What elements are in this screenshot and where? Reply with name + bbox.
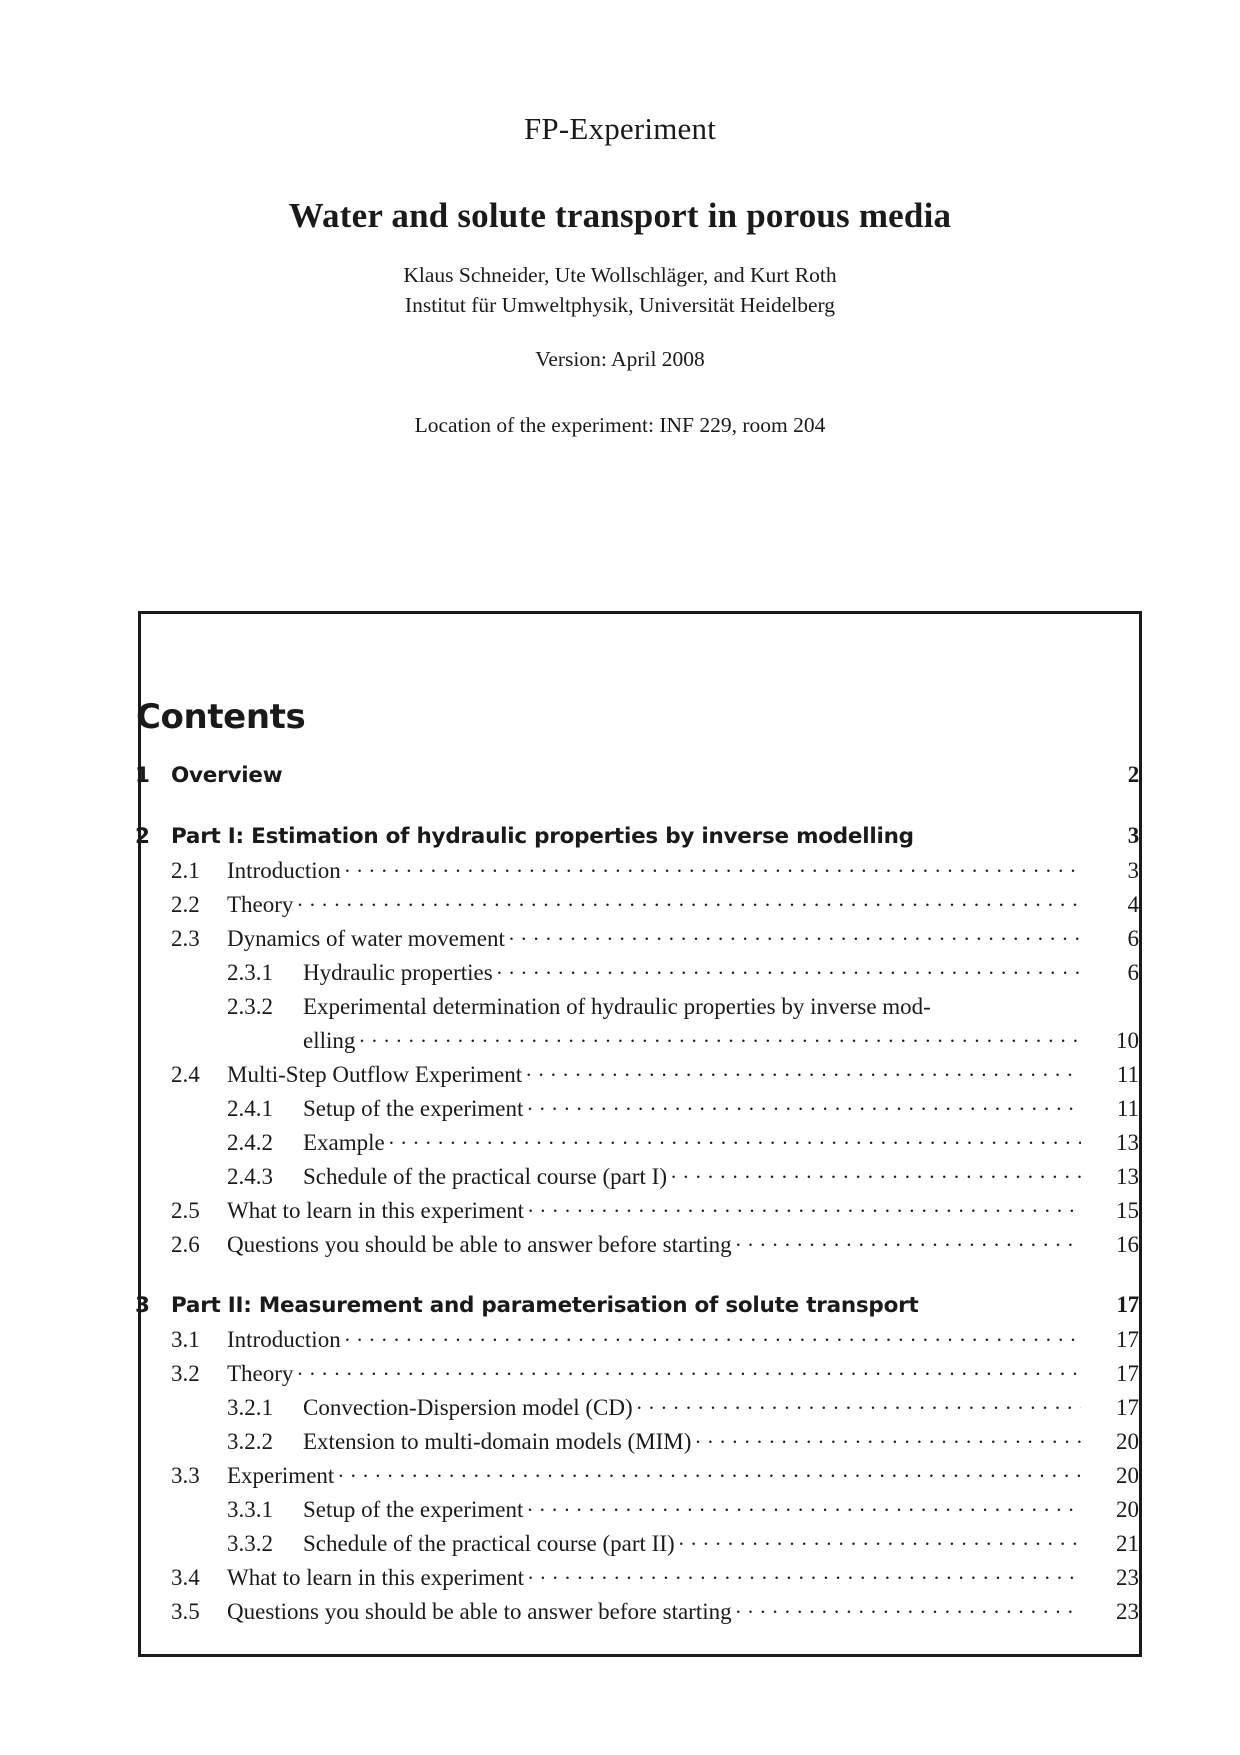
toc-entry-number: 3.5 (171, 1599, 200, 1624)
toc-entry-page: 3 (1127, 822, 1139, 848)
toc-entry-label: Schedule of the practical course (part I) (303, 1164, 667, 1189)
toc-leader-dots (338, 1460, 1081, 1483)
title-block (0, 0, 1240, 438)
authors-names: Klaus Schneider, Ute Wollschläger, and Kurt Roth (403, 263, 837, 288)
toc-section-gap (135, 1263, 1139, 1290)
toc-entry-number: 2.4.1 (227, 1096, 273, 1121)
toc-entry[interactable] (135, 1562, 1139, 1596)
toc-entry-page: 6 (1127, 926, 1139, 951)
toc-entry-page: 10 (1116, 1028, 1139, 1053)
toc-entry-label: Setup of the experiment (303, 1497, 524, 1522)
toc-entry-list (135, 760, 1139, 1630)
toc-entry-page: 20 (1116, 1497, 1139, 1522)
toc-entry-page: 2 (1127, 761, 1139, 787)
toc-entry-label: Overview (171, 762, 283, 788)
toc-entry[interactable] (135, 1426, 1139, 1460)
toc-entry[interactable] (135, 760, 1139, 794)
toc-entry[interactable] (135, 1358, 1139, 1392)
toc-entry-page: 13 (1116, 1164, 1139, 1189)
toc-entry-number: 2.1 (171, 858, 200, 883)
toc-entry-page: 16 (1116, 1232, 1139, 1257)
toc-leader-dots (497, 957, 1081, 980)
toc-leader-dots (671, 1161, 1081, 1184)
toc-entry[interactable] (135, 1596, 1139, 1630)
toc-leader-dots (527, 1494, 1081, 1517)
toc-entry[interactable] (135, 1025, 1139, 1059)
toc-entry[interactable] (135, 1324, 1139, 1358)
toc-entry-label: Extension to multi-domain models (MIM) (303, 1429, 692, 1454)
toc-entry-page: 3 (1127, 858, 1139, 883)
document-kicker: FP-Experiment (523, 111, 717, 146)
toc-section-gap (135, 794, 1139, 821)
toc-entry-number: 3.4 (171, 1565, 200, 1590)
toc-entry[interactable] (135, 1059, 1139, 1093)
toc-leader-dots (389, 1127, 1081, 1150)
toc-entry-label: Setup of the experiment (303, 1096, 524, 1121)
toc-entry[interactable] (135, 957, 1139, 991)
toc-entry-label: Introduction (227, 1327, 341, 1352)
toc-entry-label: Hydraulic properties (303, 960, 493, 985)
toc-leader-dots (736, 1596, 1081, 1619)
toc-entry-label: elling (303, 1028, 356, 1053)
toc-entry-page: 20 (1116, 1463, 1139, 1488)
toc-entry-number: 2.6 (171, 1232, 200, 1257)
toc-entry-label: Multi-Step Outflow Experiment (227, 1062, 523, 1087)
toc-entry-page: 21 (1116, 1531, 1139, 1556)
toc-entry[interactable] (135, 1093, 1139, 1127)
toc-leader-dots (528, 1562, 1081, 1585)
toc-entry-label: Theory (227, 1361, 294, 1386)
toc-entry[interactable] (135, 1392, 1139, 1426)
toc-entry-number: 1 (135, 762, 150, 788)
toc-entry-label: Introduction (227, 858, 341, 883)
toc-entry[interactable] (135, 923, 1139, 957)
toc-entry[interactable] (135, 821, 1139, 855)
toc-entry-label: Part II: Measurement and parameterisation of solute transport (171, 1292, 919, 1318)
toc-entry-number: 2.3.2 (227, 994, 273, 1019)
version-line: Version: April 2008 (535, 346, 705, 371)
toc-entry[interactable] (135, 1290, 1139, 1324)
table-of-contents-frame (135, 611, 1142, 1657)
toc-entry-number: 3 (135, 1292, 150, 1318)
toc-entry[interactable] (135, 855, 1139, 889)
location-line: Location of the experiment: INF 229, room 204 (414, 412, 826, 437)
toc-entry-number: 2.5 (171, 1198, 200, 1223)
toc-leader-dots (736, 1229, 1081, 1252)
toc-entry-label: Example (303, 1130, 385, 1155)
toc-entry[interactable] (135, 1460, 1139, 1494)
authors-block (0, 261, 1240, 320)
toc-entry[interactable] (135, 991, 1139, 1025)
toc-entry-label: Experiment (227, 1463, 335, 1488)
toc-entry-number: 2.4.3 (227, 1164, 273, 1189)
toc-leader-dots (359, 1025, 1081, 1048)
toc-entry-label: Questions you should be able to answer before starting (227, 1232, 732, 1257)
toc-entry[interactable] (135, 1127, 1139, 1161)
toc-entry[interactable] (135, 1195, 1139, 1229)
page-title: Water and solute transport in porous media (288, 196, 952, 236)
toc-leader-dots (527, 1093, 1081, 1116)
toc-entry-page: 17 (1116, 1291, 1139, 1317)
toc-leader-dots (345, 1324, 1081, 1347)
toc-entry[interactable] (135, 889, 1139, 923)
toc-entry-page: 4 (1127, 892, 1139, 917)
toc-entry-number: 3.2 (171, 1361, 200, 1386)
toc-entry-number: 3.2.2 (227, 1429, 273, 1454)
toc-entry-page: 11 (1116, 1096, 1139, 1121)
toc-leader-dots (345, 855, 1081, 878)
toc-leader-dots (297, 889, 1081, 912)
toc-entry-label: Experimental determination of hydraulic properties by inverse mod- (303, 994, 931, 1019)
toc-leader-dots (637, 1392, 1081, 1415)
toc-entry[interactable] (135, 1229, 1139, 1263)
toc-leader-dots (679, 1528, 1081, 1551)
toc-entry-page: 23 (1116, 1565, 1139, 1590)
toc-entry-page: 15 (1116, 1198, 1139, 1223)
toc-leader-dots (695, 1426, 1081, 1449)
toc-entry-number: 2.3.1 (227, 960, 273, 985)
toc-entry[interactable] (135, 1494, 1139, 1528)
toc-leader-dots (509, 923, 1081, 946)
toc-leader-dots (528, 1195, 1081, 1218)
toc-leader-dots (526, 1059, 1081, 1082)
toc-entry-label: Convection-Dispersion model (CD) (303, 1395, 633, 1420)
toc-entry-page: 11 (1116, 1062, 1139, 1087)
toc-entry-number: 2.4.2 (227, 1130, 273, 1155)
toc-entry-label: What to learn in this experiment (227, 1565, 524, 1590)
toc-entry-page: 17 (1116, 1327, 1139, 1352)
toc-entry-page: 13 (1116, 1130, 1139, 1155)
toc-entry-number: 2 (135, 823, 150, 849)
toc-entry-page: 20 (1116, 1429, 1139, 1454)
toc-entry-label: Dynamics of water movement (227, 926, 505, 951)
toc-entry-number: 2.4 (171, 1062, 200, 1087)
toc-entry-label: Part I: Estimation of hydraulic properties by inverse modelling (171, 823, 914, 849)
toc-entry-number: 3.1 (171, 1327, 200, 1352)
toc-leader-dots (297, 1358, 1081, 1381)
toc-entry-page: 17 (1116, 1361, 1139, 1386)
toc-entry-page: 6 (1127, 960, 1139, 985)
toc-entry-number: 2.2 (171, 892, 200, 917)
toc-entry-label: Schedule of the practical course (part II) (303, 1531, 675, 1556)
toc-entry-page: 23 (1116, 1599, 1139, 1624)
contents-heading: Contents (136, 697, 306, 737)
toc-entry-label: Theory (227, 892, 294, 917)
toc-entry-number: 3.3 (171, 1463, 200, 1488)
toc-entry-page: 17 (1116, 1395, 1139, 1420)
toc-entry-label: What to learn in this experiment (227, 1198, 524, 1223)
toc-entry-label: Questions you should be able to answer before starting (227, 1599, 732, 1624)
toc-entry[interactable] (135, 1528, 1139, 1562)
toc-entry-number: 3.2.1 (227, 1395, 273, 1420)
toc-entry-number: 2.3 (171, 926, 200, 951)
authors-affiliation: Institut für Umweltphysik, Universität Heidelberg (404, 293, 836, 317)
toc-entry-number: 3.3.2 (227, 1531, 273, 1556)
toc-entry[interactable] (135, 1161, 1139, 1195)
toc-entry-number: 3.3.1 (227, 1497, 273, 1522)
